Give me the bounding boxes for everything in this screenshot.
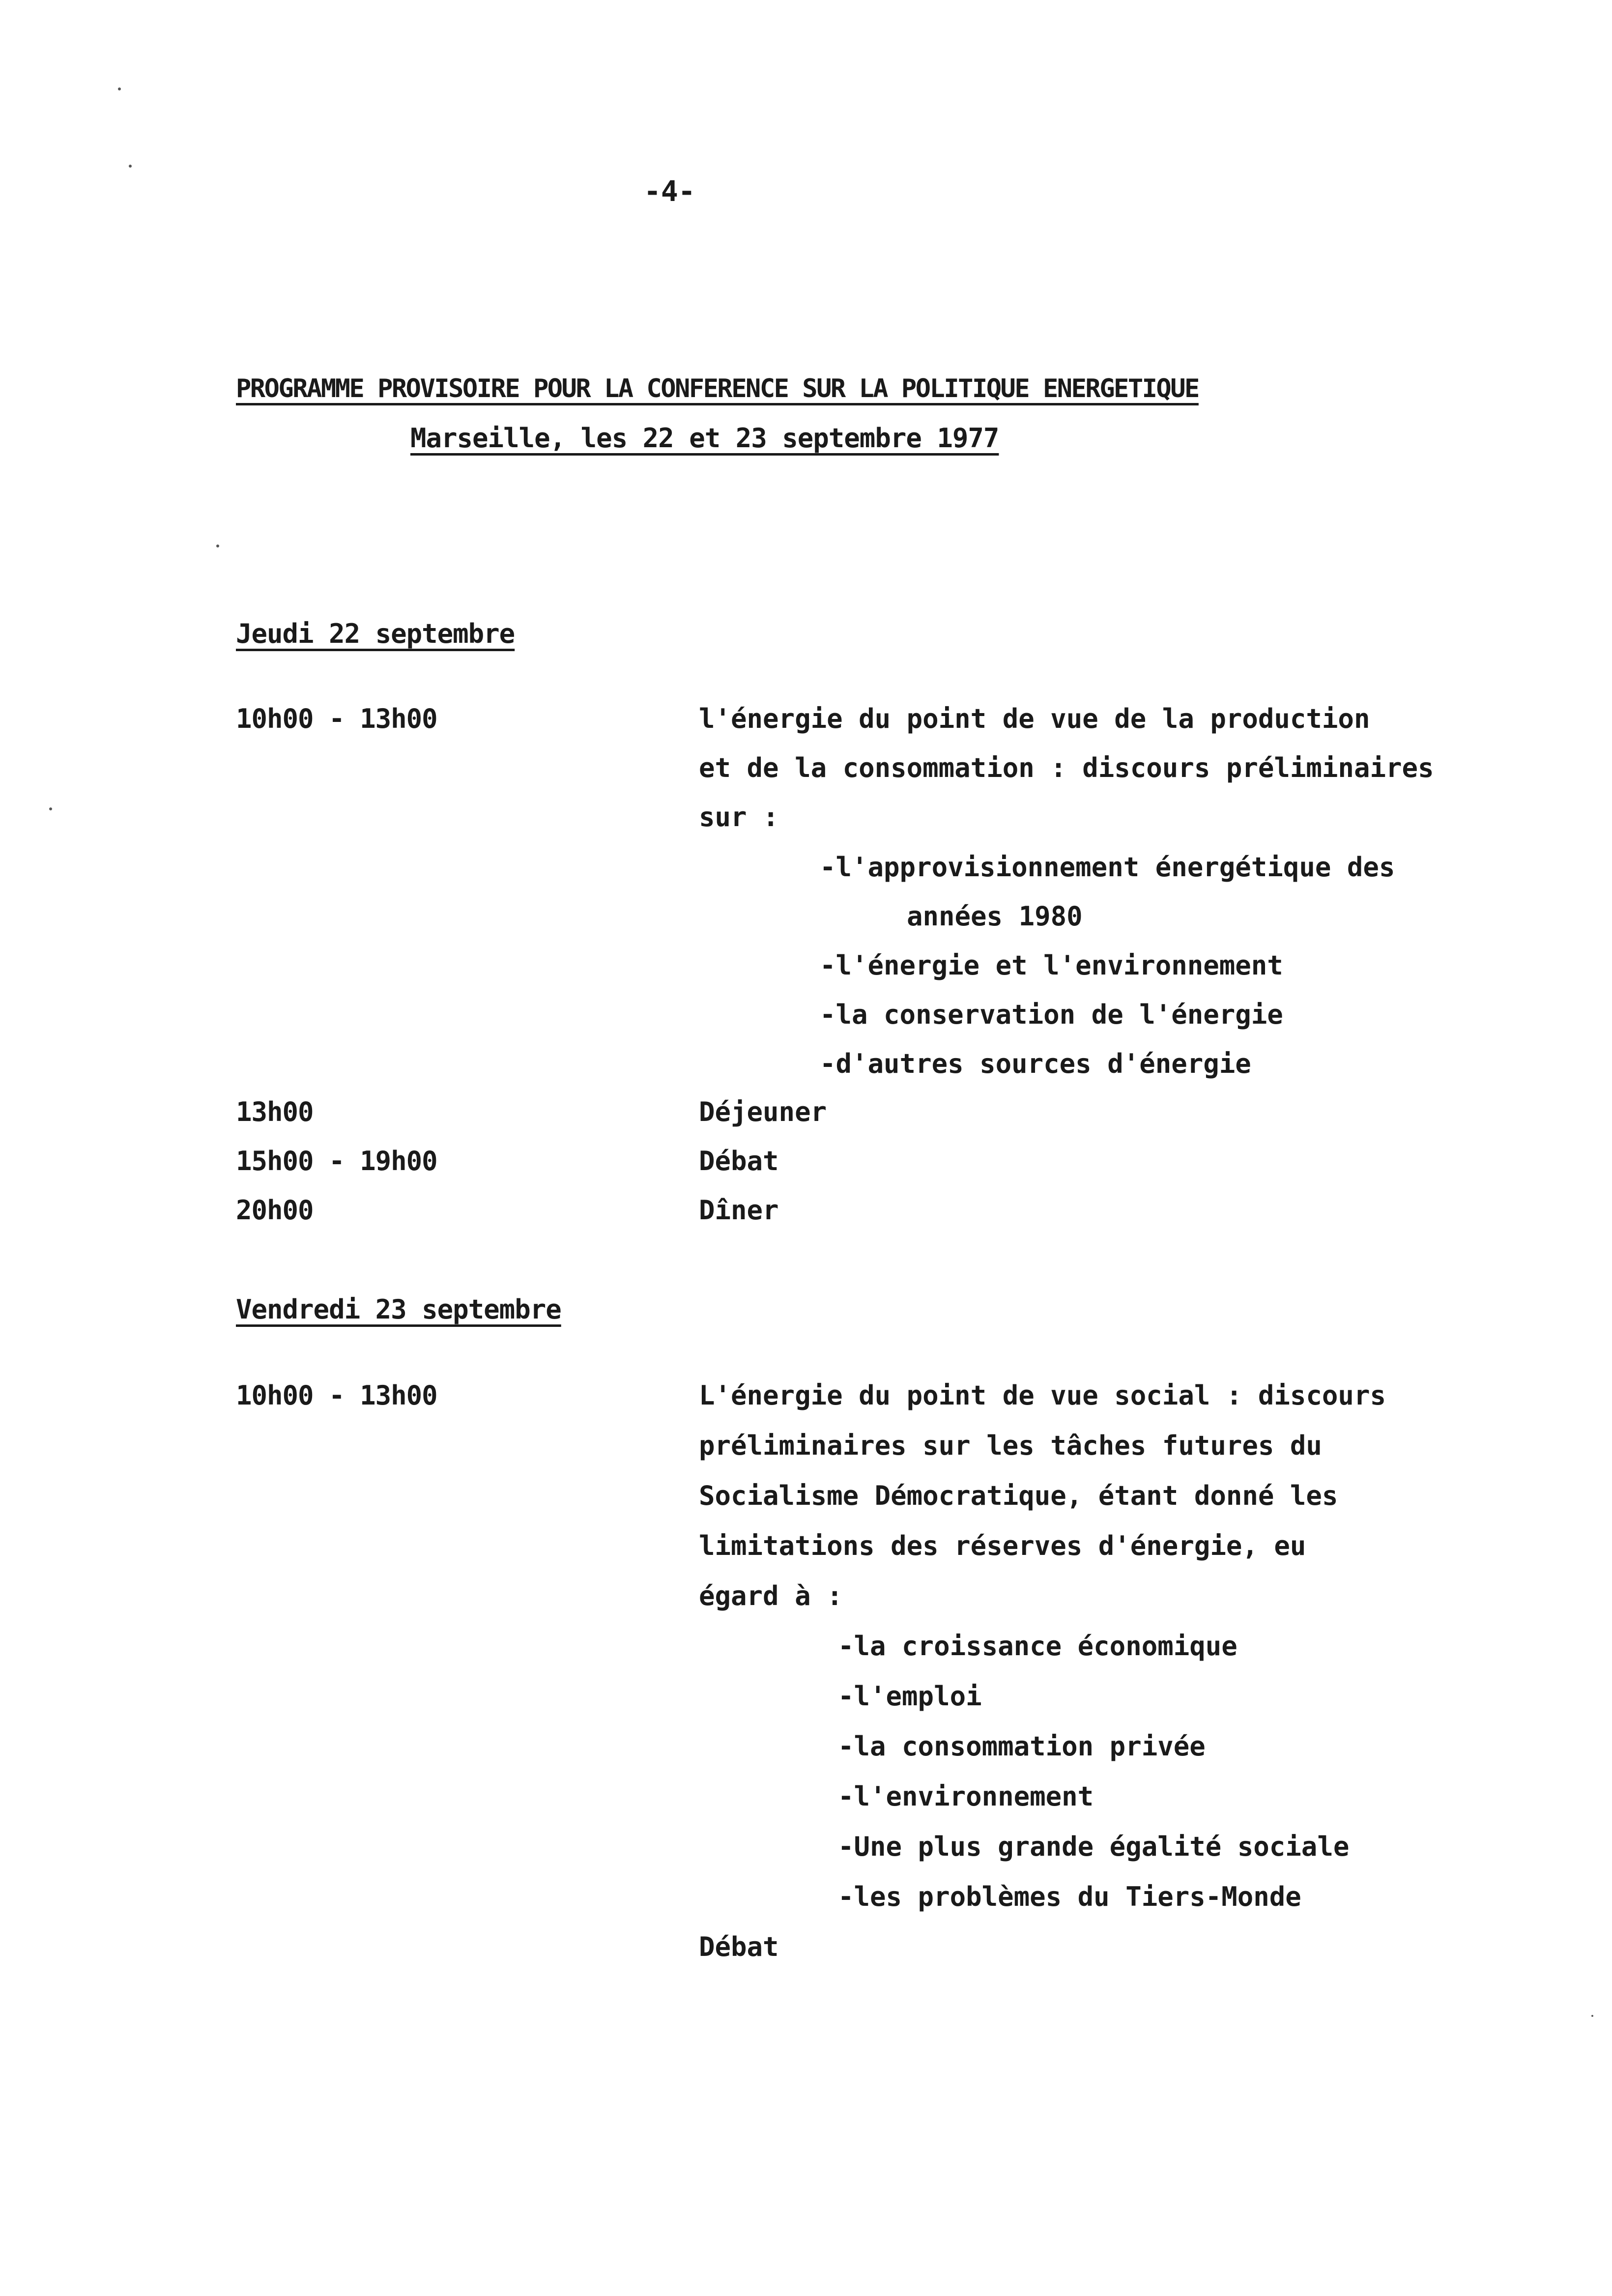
document-subtitle: Marseille, les 22 et 23 septembre 1977 xyxy=(410,423,999,454)
scan-speck xyxy=(49,807,52,810)
day-heading-thursday: Jeudi 22 septembre xyxy=(236,618,515,649)
topic-item: -Une plus grande égalité sociale xyxy=(838,1831,1350,1862)
session-time: 10h00 - 13h00 xyxy=(236,1380,437,1411)
topic-item: -la consommation privée xyxy=(838,1731,1206,1762)
scan-speck xyxy=(216,545,219,547)
lunch-label: Déjeuner xyxy=(699,1096,827,1127)
topic-item: -d'autres sources d'énergie xyxy=(820,1048,1251,1079)
session-description-line: Socialisme Démocratique, étant donné les xyxy=(699,1480,1338,1511)
topic-item: -l'approvisionnement énergétique des xyxy=(820,852,1395,883)
scan-speck xyxy=(118,87,121,90)
topic-item: -les problèmes du Tiers-Monde xyxy=(838,1881,1301,1912)
debate-label: Débat xyxy=(699,1146,779,1177)
lunch-time: 13h00 xyxy=(236,1096,314,1127)
session-description-line: sur : xyxy=(699,802,779,832)
document-title: PROGRAMME PROVISOIRE POUR LA CONFERENCE SUR LA POLITIQUE ENERGETIQUE xyxy=(236,374,1199,403)
topic-item: -la conservation de l'énergie xyxy=(820,999,1283,1030)
topic-item: -l'énergie et l'environnement xyxy=(820,950,1283,981)
debate-label: Débat xyxy=(699,1931,779,1962)
topic-item: -la croissance économique xyxy=(838,1631,1238,1662)
page-number: -4- xyxy=(644,174,695,208)
dinner-time: 20h00 xyxy=(236,1195,314,1226)
scan-speck xyxy=(1591,2015,1593,2017)
day-heading-friday: Vendredi 23 septembre xyxy=(236,1294,561,1325)
session-time: 10h00 - 13h00 xyxy=(236,703,437,734)
session-description-line: L'énergie du point de vue social : discours xyxy=(699,1380,1386,1411)
topic-item: -l'emploi xyxy=(838,1681,982,1712)
session-description-line: et de la consommation : discours préliminaires xyxy=(699,752,1434,783)
debate-time: 15h00 - 19h00 xyxy=(236,1146,437,1177)
topic-item: -l'environnement xyxy=(838,1781,1094,1812)
scan-speck xyxy=(129,165,132,168)
session-description-line: préliminaires sur les tâches futures du xyxy=(699,1430,1322,1461)
session-description-line: l'énergie du point de vue de la production xyxy=(699,703,1370,734)
dinner-label: Dîner xyxy=(699,1195,779,1226)
session-description-line: égard à : xyxy=(699,1580,843,1611)
topic-item-continuation: années 1980 xyxy=(907,901,1083,932)
session-description-line: limitations des réserves d'énergie, eu xyxy=(699,1530,1306,1561)
